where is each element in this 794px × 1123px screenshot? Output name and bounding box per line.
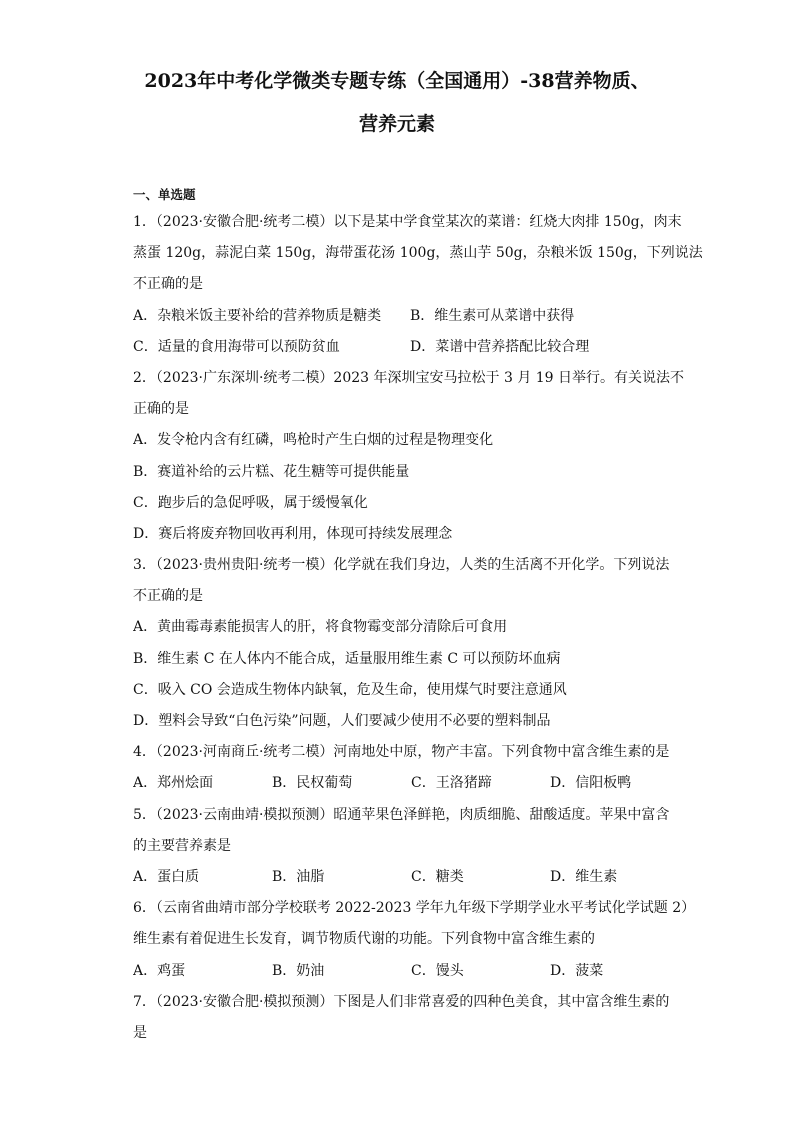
- option-d: D．菜谱中营养搭配比较合理: [410, 338, 590, 355]
- document-title: [0, 60, 794, 146]
- option-row: [133, 768, 773, 799]
- question-stem-line: 7．（2023·安徽合肥·模拟预测）下图是人们非常喜爱的四种色美食，其中富含维生素的: [133, 993, 670, 1010]
- option-b: B．维生素 C 在人体内不能合成，适量服用维生素 C 可以预防坏血病: [133, 650, 561, 667]
- option-b: B．赛道补给的云片糕、花生糖等可提供能量: [133, 463, 410, 480]
- option-c: C．吸入 CO 会造成生物体内缺氧，危及生命，使用煤气时要注意通风: [133, 681, 567, 698]
- section-heading: 一、单选题: [133, 187, 196, 202]
- question-stem-line: 4．（2023·河南商丘·统考二模）河南地处中原，物产丰富。下列食物中富含维生素的是: [133, 744, 670, 761]
- option-row: [133, 301, 773, 332]
- option-c: C．馒头: [411, 962, 464, 979]
- question-stem-line: 是: [133, 1024, 147, 1041]
- question-7: [133, 987, 773, 1049]
- option-a: A．杂粮米饭主要补给的营养物质是糖类: [133, 307, 382, 324]
- option-d: D．赛后将废弃物回收再利用，体现可持续发展理念: [133, 525, 453, 542]
- question-3: [133, 550, 773, 737]
- option-b: B．油脂: [272, 868, 325, 885]
- option-b: B．奶油: [272, 962, 325, 979]
- question-1: [133, 207, 773, 363]
- option-a: A．蛋白质: [133, 868, 200, 885]
- question-2: [133, 363, 773, 550]
- option-c: C．适量的食用海带可以预防贫血: [133, 338, 340, 355]
- question-stem-line: 不正确的是: [133, 588, 203, 605]
- question-stem-line: 不正确的是: [133, 276, 203, 293]
- option-row: [133, 956, 773, 987]
- question-stem-line: 的主要营养素是: [133, 837, 231, 854]
- question-4: [133, 737, 773, 799]
- option-c: C．糖类: [411, 868, 464, 885]
- option-c: C．跑步后的急促呼吸，属于缓慢氧化: [133, 494, 368, 511]
- question-5: [133, 800, 773, 894]
- option-a: A．发令枪内含有红磷，鸣枪时产生白烟的过程是物理变化: [133, 432, 494, 449]
- option-b: B．维生素可从菜谱中获得: [410, 307, 575, 324]
- option-d: D．维生素: [550, 868, 618, 885]
- question-stem-line: 5．（2023·云南曲靖·模拟预测）昭通苹果色泽鲜艳，肉质细脆、甜酸适度。苹果中富含: [133, 806, 670, 823]
- option-d: D．信阳板鸭: [550, 775, 632, 792]
- question-stem-line: 1．（2023·安徽合肥·统考二模）以下是某中学食堂某次的菜谱：红烧大肉排 150g，肉末: [133, 214, 682, 230]
- question-list: [133, 207, 773, 1049]
- question-stem-line: 2．（2023·广东深圳·统考二模）2023 年深圳宝安马拉松于 3 月 19 日举行。有关说法不: [133, 369, 685, 386]
- question-stem-line: 正确的是: [133, 401, 189, 418]
- option-c: C．王洛猪蹄: [411, 775, 492, 792]
- option-d: D．菠菜: [550, 962, 604, 979]
- title-line-2: 营养元素: [358, 113, 435, 135]
- question-stem-line: 6．（云南省曲靖市部分学校联考 2022-2023 学年九年级下学期学业水平考试化学试题 2）: [133, 900, 696, 917]
- question-stem-line: 3．（2023·贵州贵阳·统考一模）化学就在我们身边，人类的生活离不开化学。下列说法: [133, 557, 670, 574]
- title-line-1: 2023年中考化学微类专题专练（全国通用）-38营养物质、: [144, 70, 650, 92]
- option-a: A．郑州烩面: [133, 775, 214, 792]
- option-d: D．塑料会导致“白色污染”问题，人们要减少使用不必要的塑料制品: [133, 713, 551, 729]
- option-row: [133, 332, 773, 363]
- option-a: A．黄曲霉毒素能损害人的肝，将食物霉变部分清除后可食用: [133, 619, 508, 636]
- option-b: B．民权葡萄: [272, 775, 353, 792]
- question-stem-line: 蒸蛋 120g，蒜泥白菜 150g，海带蛋花汤 100g，蒸山芋 50g，杂粮米饭 150g，下列说法: [133, 245, 703, 262]
- question-6: [133, 893, 773, 987]
- option-row: [133, 862, 773, 893]
- question-stem-line: 维生素有着促进生长发育，调节物质代谢的功能。下列食物中富含维生素的: [133, 931, 595, 948]
- option-a: A．鸡蛋: [133, 962, 186, 979]
